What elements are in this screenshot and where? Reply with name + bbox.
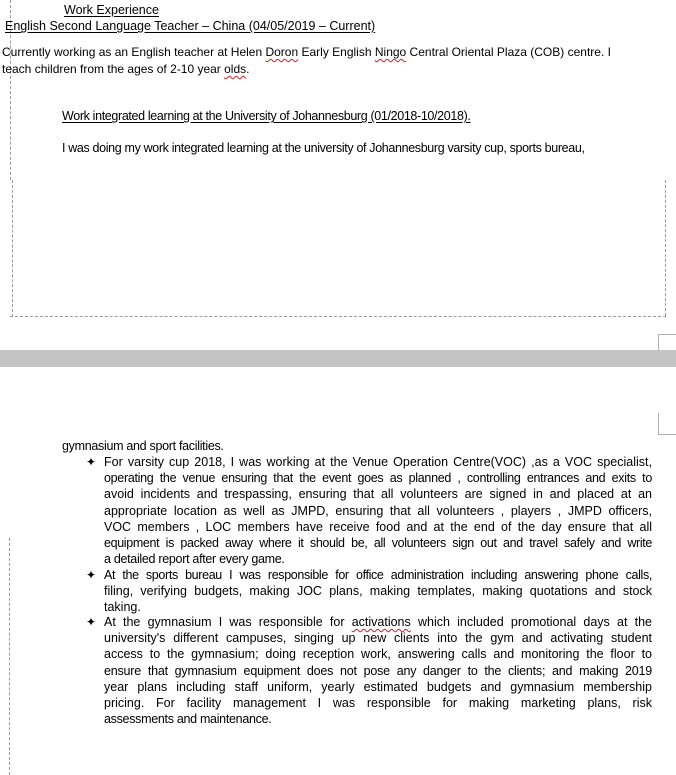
bullet-3 bbox=[104, 614, 652, 727]
section-heading: Work Experience bbox=[64, 3, 159, 17]
four-point-star-icon: ✦ bbox=[86, 455, 97, 469]
continuation-text: gymnasium and sport facilities. bbox=[62, 439, 224, 453]
job1-description-line2 bbox=[2, 61, 249, 77]
bullet-2 bbox=[104, 567, 652, 616]
page-break-gap bbox=[0, 350, 676, 367]
bullet-1 bbox=[104, 454, 652, 567]
text: . bbox=[246, 62, 250, 76]
line: At the sports bureau I was responsible for office administration including answering phone calls, bbox=[104, 568, 652, 582]
text: At the gymnasium I was responsible for bbox=[104, 615, 352, 629]
spell-error[interactable]: olds bbox=[224, 62, 247, 76]
job1-title: English Second Language Teacher – China (04/05/2019 – Current) bbox=[5, 19, 376, 33]
job1-description-line1 bbox=[2, 44, 611, 60]
text: teach children from the ages of 2-10 year bbox=[2, 62, 225, 76]
line: access to the gymnasium; doing reception work, answering calls and monitoring the floor to bbox=[104, 647, 652, 662]
line: avoid incidents and trespassing, ensuring that all volunteers are signed in and placed at an bbox=[104, 487, 652, 502]
line: a detailed report after every game. bbox=[104, 552, 285, 567]
spell-error[interactable]: Ningo bbox=[374, 45, 407, 59]
job2-title: Work integrated learning at the University of Johannesburg (01/2018-10/2018). bbox=[62, 109, 471, 123]
page-corner-mark bbox=[658, 334, 676, 351]
line bbox=[104, 614, 652, 630]
four-point-star-icon: ✦ bbox=[86, 568, 97, 582]
line: VOC members , LOC members have receive food and at the end of the day ensure that all bbox=[104, 519, 652, 534]
job2-intro: I was doing my work integrated learning at the university of Johannesburg varsity cup, sports bureau, bbox=[62, 141, 585, 155]
spell-error[interactable]: Doron bbox=[265, 45, 299, 59]
textbox-border-left bbox=[12, 180, 13, 317]
text: Central Oriental Plaza (COB) centre. I bbox=[406, 45, 611, 59]
line: equipment is packed away where it should be, all volunteers sign out and travel safely and write bbox=[104, 536, 652, 551]
line: filing, verifying budgets, making JOC plans, making templates, making quotations and stock bbox=[104, 584, 652, 599]
line: For varsity cup 2018, I was working at the Venue Operation Centre(VOC) ,as a VOC specialist, bbox=[104, 455, 652, 469]
line: ensure that gymnasium equipment does not pose any danger to the clients; and making 2019 bbox=[104, 663, 652, 678]
textbox-border-bottom bbox=[10, 316, 666, 317]
textbox-border-right bbox=[665, 180, 666, 316]
text: Currently working as an English teacher at Helen bbox=[2, 45, 266, 59]
line: taking. bbox=[104, 600, 141, 615]
line: assessments and maintenance. bbox=[104, 712, 272, 727]
spell-error[interactable]: activations bbox=[351, 615, 411, 629]
text: which included promotional days at the bbox=[410, 615, 652, 629]
line: operating the venue ensuring that the event goes as planned , controlling entrances and exits to bbox=[104, 471, 652, 486]
line: year plans including staff uniform, yearly estimated budgets and gymnasium membership bbox=[104, 679, 652, 694]
text: Early English bbox=[298, 45, 375, 59]
line: pricing. For facility management I was responsible for making marketing plans, risk bbox=[104, 696, 652, 711]
line: university's different campuses, singing up new clients into the gym and activating student bbox=[104, 631, 652, 646]
margin-guide-left bbox=[9, 538, 10, 775]
line: appropriate location as well as JMPD, ensuring that all volunteers , players , JMPD officers, bbox=[104, 503, 652, 518]
page-corner-mark bbox=[658, 413, 676, 435]
four-point-star-icon: ✦ bbox=[86, 615, 97, 629]
